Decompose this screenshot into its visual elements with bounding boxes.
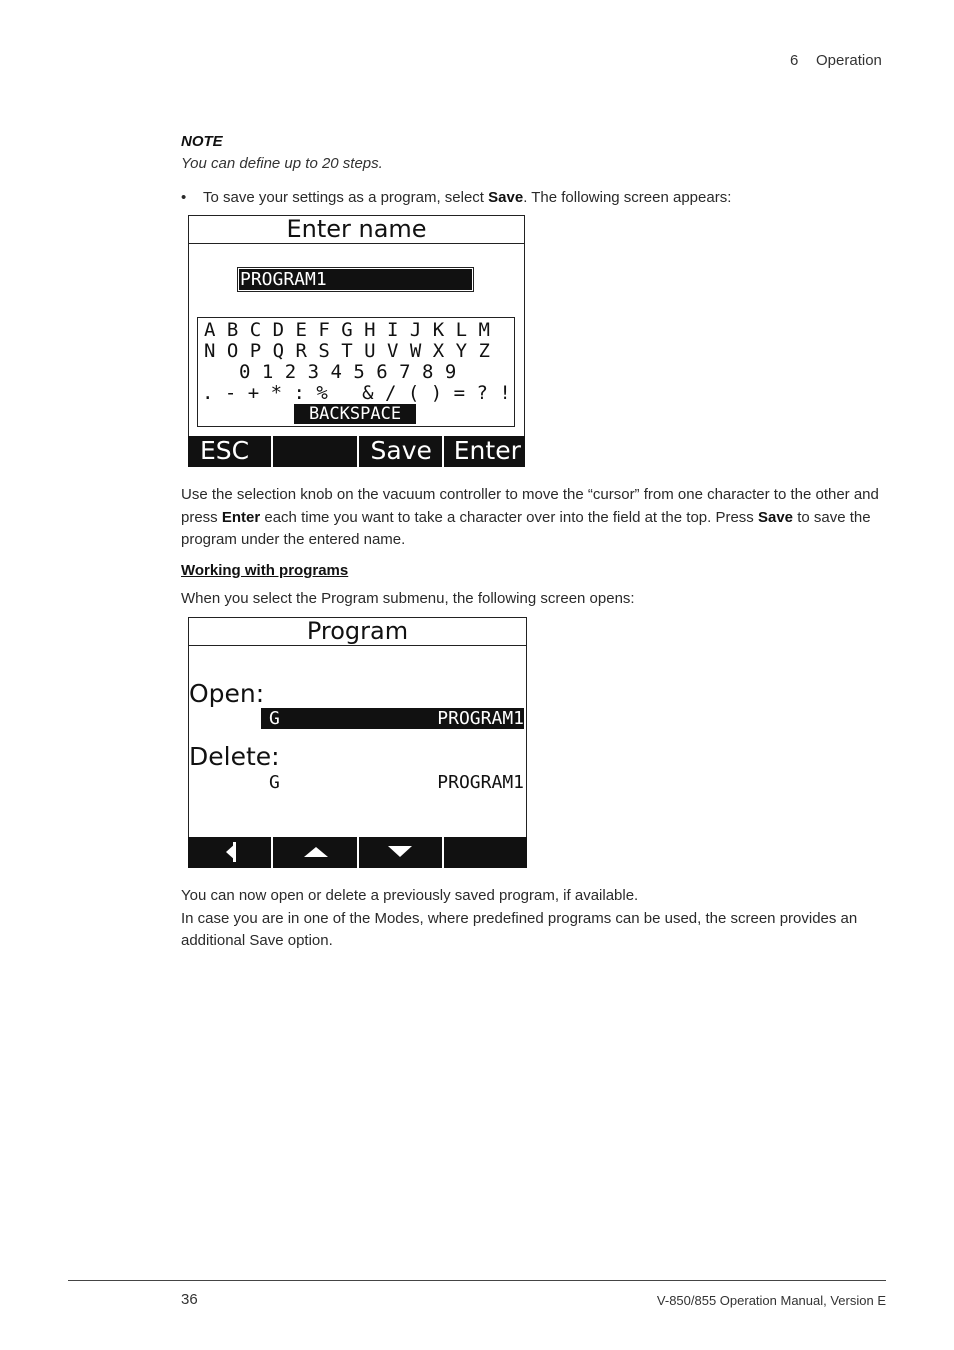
para-text: each time you want to take a character over into the field at the top. Press — [260, 508, 758, 526]
chapter-title: Operation — [816, 52, 882, 69]
para-bold-save: Save — [757, 508, 794, 526]
char-row-symbols[interactable]: . - + * : % & / ( ) = ? ! — [202, 382, 511, 404]
closing-paragraph — [181, 885, 893, 953]
closing-line-2: In case you are in one of the Modes, where predefined programs can be used, the screen provides an additional Save option. — [181, 909, 858, 949]
page-number: 36 — [181, 1291, 198, 1308]
open-program-row[interactable] — [261, 708, 524, 729]
intro-paragraph: When you select the Program submenu, the following screen opens: — [181, 590, 635, 607]
char-row-letters-2[interactable]: N O P Q R S T U V W X Y Z — [204, 340, 490, 362]
note-text: You can define up to 20 steps. — [181, 155, 383, 172]
screen-title: Program — [189, 618, 526, 646]
up-icon — [304, 847, 328, 857]
open-label: Open: — [189, 679, 265, 708]
delete-label: Delete: — [189, 742, 280, 771]
para-text: Use the selection knob on the vacuum controller to move the “cursor” from one character to the other and press — [181, 486, 879, 526]
closing-line-1: You can now open or delete a previously saved program, if available. — [181, 887, 639, 904]
program-name: PROGRAM1 — [437, 772, 524, 793]
program-letter: G — [269, 772, 280, 793]
empty-softkey[interactable] — [444, 837, 527, 868]
bullet-symbol: • — [181, 189, 187, 206]
instruction-paragraph — [181, 484, 891, 552]
delete-program-row[interactable] — [261, 772, 524, 793]
back-softkey[interactable] — [188, 837, 273, 868]
esc-softkey[interactable]: ESC — [188, 436, 273, 467]
footer-divider — [68, 1280, 886, 1281]
up-softkey[interactable] — [273, 837, 358, 868]
section-subheading: Working with programs — [181, 562, 349, 579]
char-row-digits[interactable]: 0 1 2 3 4 5 6 7 8 9 — [239, 361, 457, 383]
name-input-field[interactable] — [237, 267, 474, 292]
screen-title: Enter name — [189, 216, 524, 244]
para-text: to save the program under the entered name. — [181, 508, 871, 548]
enter-softkey[interactable]: Enter — [453, 436, 521, 465]
manual-title: V-850/855 Operation Manual, Version E — [656, 1293, 886, 1308]
down-icon — [388, 846, 412, 857]
character-picker[interactable] — [197, 317, 515, 427]
para-bold-enter: Enter — [221, 508, 261, 526]
save-softkey[interactable]: Save — [359, 436, 444, 467]
softkey-bar — [188, 837, 527, 868]
program-name: PROGRAM1 — [437, 708, 524, 729]
enter-name-screen — [188, 215, 525, 467]
bullet-text-bold: Save — [488, 189, 524, 206]
program-screen — [188, 617, 527, 868]
note-heading: NOTE — [181, 133, 223, 150]
chapter-number: 6 — [790, 52, 799, 69]
down-softkey[interactable] — [359, 837, 444, 868]
backspace-button[interactable]: BACKSPACE — [294, 404, 416, 424]
bullet-text-pre: To save your settings as a program, select — [203, 189, 489, 206]
softkey-bar — [188, 436, 525, 467]
empty-softkey[interactable] — [273, 436, 358, 467]
program-letter: G — [269, 708, 280, 729]
bullet-text-post: . The following screen appears: — [523, 189, 732, 206]
char-row-letters-1[interactable]: A B C D E F G H I J K L M — [204, 319, 490, 341]
name-input-value: PROGRAM1 — [239, 269, 472, 290]
